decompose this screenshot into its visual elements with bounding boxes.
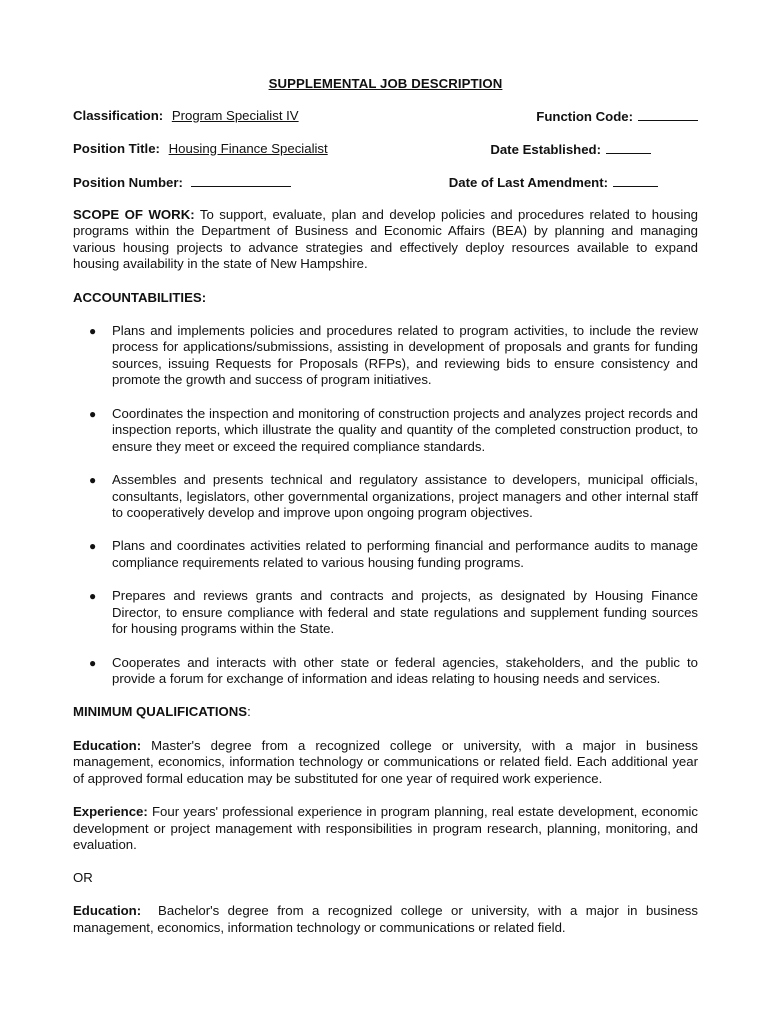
list-item: ● Assembles and presents technical and regulatory assistance to developers, municipal officials, consultants, legislators, other governmental organizations, project managers and other internal staff to cooperatively develop and improve upon ongoing program objectives. (89, 472, 698, 521)
list-item: ● Plans and implements policies and procedures related to program activities, to include the review process for applications/submissions, assisting in development of proposals and grants for funding sources, issuing Requests for Proposals (RFPs), and reviewing bids to ensure consistency and promote the growth and success of program initiatives. (89, 322, 698, 388)
scope-label: SCOPE OF WORK: (73, 206, 195, 222)
or-separator: OR (73, 870, 93, 886)
field-row-position-title (73, 141, 698, 158)
classification-label: Classification: (73, 107, 164, 123)
scope-of-work (73, 207, 698, 273)
education-primary (73, 738, 698, 788)
classification-field (73, 108, 299, 125)
list-item: ● Cooperates and interacts with other state or federal agencies, stakeholders, and the public to provide a forum for exchange of information and ideas relating to housing needs and services. (89, 654, 698, 687)
position-title-label: Position Title: (73, 140, 160, 156)
scope-text: To support, evaluate, plan and develop policies and procedures related to housing programs within the Department of Business and Economic Affairs (BEA) by planning and managing various housing projects to advance strategies and effectively deploy resources available to expand housing availability in the state of New Hampshire. (73, 206, 698, 272)
bullet-icon: ● (89, 589, 97, 604)
bullet-icon: ● (89, 655, 97, 670)
date-last-amendment-label: Date of Last Amendment: (448, 174, 608, 190)
qualifications-heading: MINIMUM QUALIFICATIONS: (73, 704, 251, 720)
field-row-position-number (73, 174, 698, 191)
position-title-value: Housing Finance Specialist (168, 140, 328, 156)
list-item: ● Plans and coordinates activities related to performing financial and performance audits to manage compliance requirements related to various housing funding programs. (89, 538, 698, 571)
position-number-field (73, 174, 291, 191)
position-title-field (73, 141, 328, 158)
bullet-icon: ● (89, 473, 97, 488)
document-title: SUPPLEMENTAL JOB DESCRIPTION (268, 76, 503, 91)
date-established-label: Date Established: (490, 141, 601, 157)
bullet-icon: ● (89, 406, 97, 421)
date-established-field (490, 141, 698, 158)
accountabilities-heading: ACCOUNTABILITIES: (73, 289, 207, 305)
position-number-blank (191, 174, 291, 187)
date-last-amendment-field (449, 174, 698, 191)
experience-text: Four years' professional experience in program planning, real estate development, economic development or project management with responsibilities in program research, planning, monitoring, and evaluation. (73, 803, 698, 853)
education-text: Master's degree from a recognized college or university, with a major in business management, economics, information technology or communications or related field. Each additional year of approved formal education may be substituted for one year of required work experience. (73, 737, 698, 786)
function-code-blank (638, 108, 698, 121)
position-number-label: Position Number: (73, 174, 183, 190)
list-item: ● Prepares and reviews grants and contracts and projects, as designated by Housing Finance Director, to ensure compliance with federal and state regulations and supplement funding sources for housing programs within the State. (89, 588, 698, 637)
list-item: ● Coordinates the inspection and monitoring of construction projects and analyzes project records and inspection reports, which illustrate the quality and quantity of the completed construction product, to ensure they meet or exceed the required compliance standards. (89, 405, 698, 454)
field-row-classification (73, 108, 698, 125)
education-alternate (73, 903, 702, 936)
function-code-label: Function Code: (536, 108, 633, 124)
bullet-icon: ● (89, 323, 97, 338)
education-alt-text: Bachelor's degree from a recognized college or university, with a major in business management, economics, information technology or communications or related field. (73, 903, 702, 936)
bullet-icon: ● (89, 539, 97, 554)
function-code-field (536, 108, 698, 125)
education-label: Education: (73, 737, 142, 753)
classification-value: Program Specialist IV (171, 107, 299, 123)
accountabilities-list (73, 323, 698, 688)
date-established-blank (606, 141, 651, 154)
experience-primary (73, 804, 698, 854)
education-alt-label: Education: (73, 903, 142, 919)
date-last-amendment-blank (613, 174, 658, 187)
document-page (73, 76, 702, 953)
experience-label: Experience: (73, 803, 148, 819)
